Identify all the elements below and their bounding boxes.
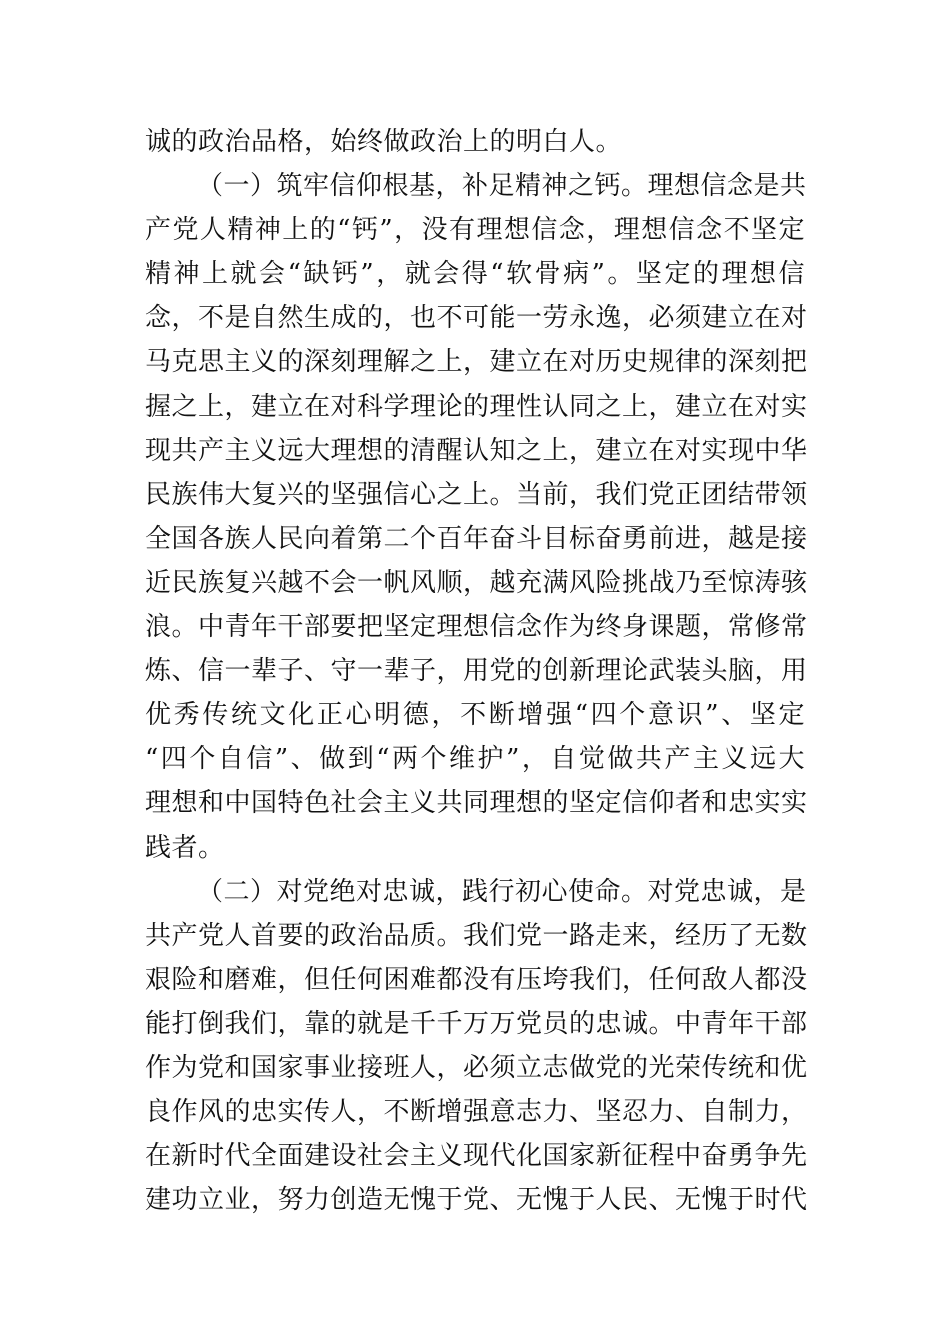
text-line: （一）筑牢信仰根基，补足精神之钙。理想信念是共 bbox=[197, 171, 807, 202]
text-line: 近民族复兴越不会一帆风顺，越充满风险挑战乃至惊涛骇 bbox=[145, 567, 808, 598]
text-line: 建功立业，努力创造无愧于党、无愧于人民、无愧于时代 bbox=[145, 1185, 808, 1216]
text-line: 优秀传统文化正心明德，不断增强“四个意识”、坚定 bbox=[145, 700, 805, 731]
text-line: 现共产主义远大理想的清醒认知之上，建立在对实现中华 bbox=[145, 435, 808, 466]
text-line: 全国各族人民向着第二个百年奋斗目标奋勇前进，越是接 bbox=[145, 523, 808, 554]
text-line: 念，不是自然生成的，也不可能一劳永逸，必须建立在对 bbox=[145, 303, 808, 334]
text-line: 炼、信一辈子、守一辈子，用党的创新理论武装头脑，用 bbox=[145, 656, 808, 687]
text-line: 精神上就会“缺钙”，就会得“软骨病”。坚定的理想信 bbox=[145, 259, 805, 290]
text-line: 良作风的忠实传人，不断增强意志力、坚忍力、自制力， bbox=[145, 1097, 808, 1128]
text-line: （二）对党绝对忠诚，践行初心使命。对党忠诚，是 bbox=[197, 876, 807, 907]
text-line: 能打倒我们，靠的就是千千万万党员的忠诚。中青年干部 bbox=[145, 1008, 808, 1039]
text-line: “四个自信”、做到“两个维护”，自觉做共产主义远大 bbox=[145, 744, 805, 775]
text-line: 产党人精神上的“钙”，没有理想信念，理想信念不坚定 bbox=[145, 215, 805, 246]
text-line: 在新时代全面建设社会主义现代化国家新征程中奋勇争先 bbox=[145, 1141, 808, 1172]
text-line: 艰险和磨难，但任何困难都没有压垮我们，任何敌人都没 bbox=[145, 964, 808, 995]
text-line: 诚的政治品格，始终做政治上的明白人。 bbox=[145, 127, 623, 157]
text-line: 作为党和国家事业接班人，必须立志做党的光荣传统和优 bbox=[145, 1052, 808, 1083]
document-body bbox=[145, 120, 808, 1222]
text-line: 践者。 bbox=[145, 832, 225, 863]
text-line: 理想和中国特色社会主义共同理想的坚定信仰者和忠实实 bbox=[145, 788, 808, 819]
text-line: 共产党人首要的政治品质。我们党一路走来，经历了无数 bbox=[145, 920, 808, 951]
text-line: 马克思主义的深刻理解之上，建立在对历史规律的深刻把 bbox=[145, 347, 808, 378]
text-line: 浪。中青年干部要把坚定理想信念作为终身课题，常修常 bbox=[145, 612, 808, 643]
text-line: 握之上，建立在对科学理论的理性认同之上，建立在对实 bbox=[145, 391, 808, 422]
text-line: 民族伟大复兴的坚强信心之上。当前，我们党正团结带领 bbox=[145, 479, 808, 510]
